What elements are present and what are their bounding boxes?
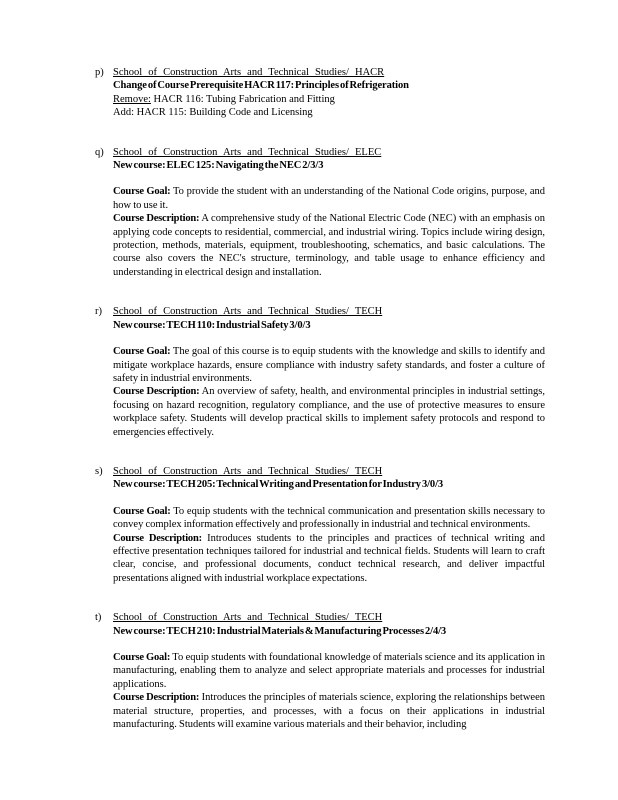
section-label: r): [95, 306, 102, 318]
section-header-row: [95, 66, 545, 79]
section-header: School of Construction Arts and Technical Studies/ HACR: [113, 67, 385, 78]
section-p: [95, 66, 545, 120]
section-label: q): [95, 146, 104, 158]
section-header-row: [95, 465, 545, 478]
add-text: HACR 115: Building Code and Licensing: [134, 107, 313, 119]
remove-line: [113, 93, 545, 106]
add-line: [113, 106, 545, 119]
course-description-paragraph: [113, 691, 545, 731]
course-description-text: Introduces the principles of materials science, exploring the relationships between material structure, properties, and processes, with a focus on their applications in industrial manufacturing. Students will examine various materials and their behavior, including: [113, 692, 545, 731]
course-description-text: Introduces students to the principles and practices of technical writing and effective presentation techniques tailored for industrial and technical fields. Students will learn to craft clear, concise, and professional documents, conduct technical research, and deliver impactful presentations aligned with industrial workplace expectations.: [113, 532, 545, 584]
new-course-line: New course: TECH 205: Technical Writing and Presentation for Industry 3/0/3: [113, 479, 444, 491]
course-description-label: Course Description:: [113, 692, 200, 704]
course-description-paragraph: [113, 532, 545, 586]
section-r: [95, 305, 545, 439]
new-course-line: New course: TECH 210: Industrial Materials & Manufacturing Processes 2/4/3: [113, 625, 447, 637]
change-of-course-line: Change of Course Prerequisite HACR 117: Principles of Refrigeration: [113, 80, 409, 92]
section-header: School of Construction Arts and Technical Studies/ TECH: [113, 465, 383, 477]
section-body: [113, 79, 545, 119]
course-goal-label: Course Goal:: [113, 346, 171, 358]
section-header-row: [95, 611, 545, 624]
section-header: School of Construction Arts and Technical Studies/ TECH: [113, 306, 383, 318]
course-goal-paragraph: [113, 185, 545, 212]
course-goal-label: Course Goal:: [113, 505, 171, 517]
course-description-label: Course Description:: [113, 532, 202, 544]
section-header-row: [95, 146, 545, 159]
section-body: [113, 319, 545, 439]
new-course-line: New course: TECH 110: Industrial Safety 3/0/3: [113, 319, 311, 331]
section-q: [95, 146, 545, 280]
course-description-paragraph: [113, 385, 545, 439]
course-goal-text: To equip students with the technical communication and presentation skills necessary to convey complex information effectively and professionally in industrial and technical environments.: [113, 505, 546, 531]
course-goal-label: Course Goal:: [113, 186, 171, 198]
section-header: School of Construction Arts and Technical Studies/ TECH: [113, 612, 383, 624]
course-goal-text: To provide the student with an understanding of the National Code origins, purpose, and how to use it.: [113, 186, 546, 211]
section-s: [95, 465, 545, 585]
new-course-line: New course: ELEC 125: Navigating the NEC 2/3/3: [113, 160, 324, 172]
course-description-label: Course Description:: [113, 386, 200, 398]
course-goal-paragraph: [113, 345, 545, 385]
add-label: Add:: [113, 107, 134, 119]
section-label: p): [95, 67, 104, 78]
section-header: School of Construction Arts and Technical Studies/ ELEC: [113, 146, 382, 158]
course-goal-text: To equip students with foundational knowledge of materials science and its application in manufacturing, enabling them to analyze and select appropriate materials and processes for industrial applications.: [113, 652, 546, 690]
course-description-text: An overview of safety, health, and environmental principles in industrial settings, focusing on hazard recognition, regulatory compliance, and the use of protective measures to ensure workplace safety. Students will develop practical skills to implement safety protocols and respond to emergencies effectively.: [113, 386, 545, 438]
course-description-label: Course Description:: [113, 213, 200, 225]
course-goal-paragraph: [113, 505, 545, 532]
section-body: [113, 478, 545, 585]
section-header-row: [95, 305, 545, 318]
section-label: s): [95, 465, 103, 477]
course-goal-paragraph: [113, 651, 545, 691]
section-t: [95, 611, 545, 731]
document-content: [95, 66, 545, 757]
remove-text: HACR 116: Tubing Fabrication and Fitting: [150, 93, 335, 105]
remove-label: Remove:: [113, 93, 151, 105]
section-label: t): [95, 612, 102, 624]
course-description-paragraph: [113, 212, 545, 279]
course-goal-label: Course Goal:: [113, 652, 171, 663]
course-goal-text: The goal of this course is to equip students with the knowledge and skills to identify and mitigate workplace hazards, ensure compliance with industry safety standards, and foster a culture of safety in industrial environments.: [113, 346, 546, 384]
section-body: [113, 159, 545, 279]
section-body: [113, 625, 545, 732]
course-description-text: A comprehensive study of the National Electric Code (NEC) with an emphasis on applying code concepts to residential, commercial, and industrial wiring. Topics include wiring design, protection, methods, materials, equipment, troubleshooting, schematics, and basic calculations. The course also covers the NEC's structure, terminology, and table usage to enhance efficiency and understanding in electrical design and installation.: [113, 213, 545, 278]
